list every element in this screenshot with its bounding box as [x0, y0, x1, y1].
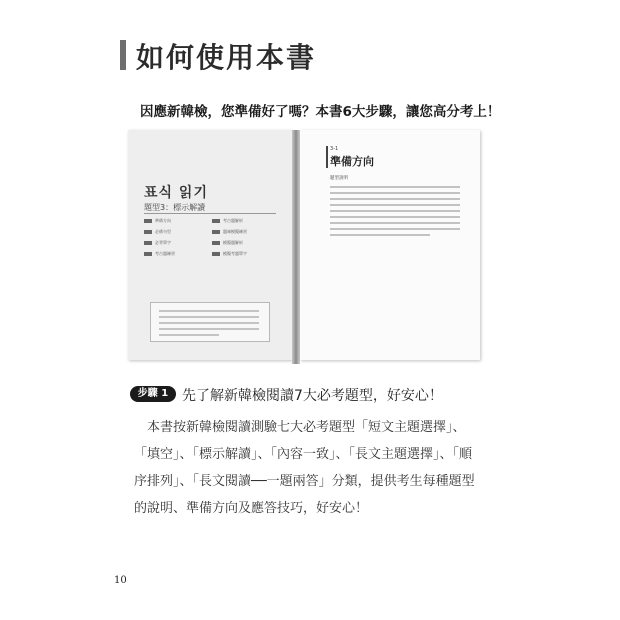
- right-page: [300, 130, 480, 360]
- step-title: 先了解新韓檢閱讀7大必考題型，好安心！: [182, 388, 443, 404]
- page-title: 如何使用本書: [136, 41, 317, 74]
- contents-item: 準備方向: [144, 218, 171, 224]
- right-page-label: 題型說明: [330, 176, 348, 181]
- contents-item: 題庫模擬練習: [212, 229, 247, 235]
- intro-text: 因應新韓檢，您準備好了嗎？本書6大步驟，讓您高分考上！: [140, 104, 501, 120]
- right-page-section-tag: 3-1: [330, 146, 339, 152]
- contents-item: 模擬考題單字: [212, 251, 247, 257]
- right-page-heading: 準備方向: [330, 155, 374, 168]
- step-badge: 步驟 1: [130, 386, 176, 402]
- contents-item: 考古題練習: [144, 251, 175, 257]
- contents-item: 考古題解析: [212, 218, 243, 224]
- step-description: 本書按新韓檢閱讀測驗七大必考題型「短文主題選擇」、「填空」、「標示解讀」、「內容一致」、「長文主題選擇」、「順序排列」、「長文閱讀──一題兩答」分類，提供考生每種題型的說明、準備方向及應答技巧，好安心！: [134, 420, 475, 516]
- left-page-subtitle: 題型3：標示解讀: [144, 203, 206, 212]
- book-spine: [292, 130, 300, 364]
- contents-item: 必背單字: [144, 240, 171, 246]
- contents-item: 模擬題解析: [212, 240, 243, 246]
- left-page-text-box: [150, 302, 270, 342]
- page-number: 10: [114, 575, 127, 586]
- title-accent-bar: [120, 40, 126, 70]
- right-page-heading-bar: [326, 146, 328, 168]
- contents-item: 必備句型: [144, 229, 171, 235]
- book-spread-image: [128, 130, 480, 364]
- left-page: [128, 130, 292, 360]
- left-page-heading: 표식 읽기: [144, 185, 208, 201]
- left-page-rule: [144, 213, 276, 214]
